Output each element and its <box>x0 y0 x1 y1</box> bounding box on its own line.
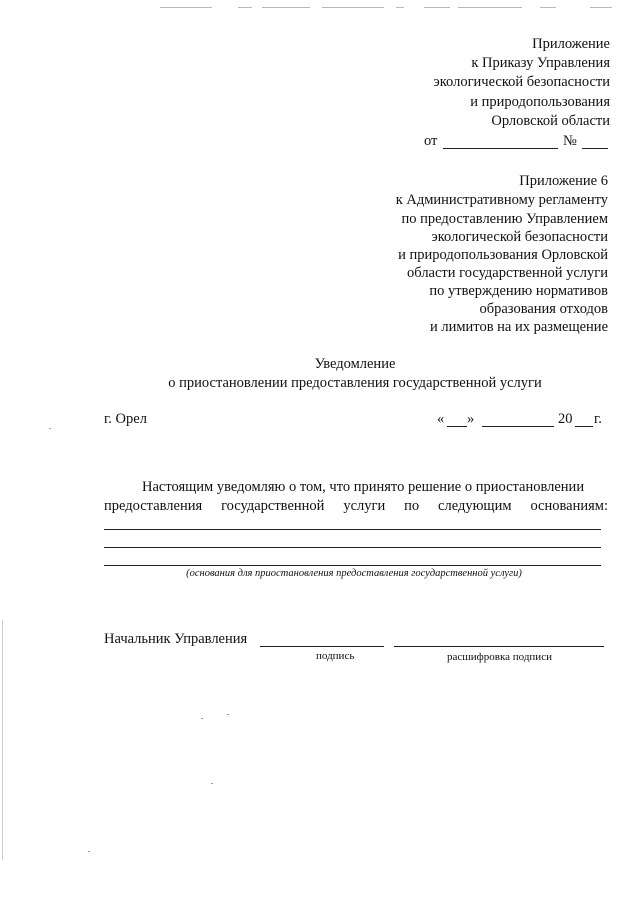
order-date-blank <box>443 148 558 149</box>
city-label: г. Орел <box>104 411 147 427</box>
scan-artifact-line <box>396 7 404 8</box>
header2-line-8: образования отходов <box>479 301 608 317</box>
signature-blank <box>260 646 384 647</box>
date-open-quote: « <box>437 411 445 427</box>
signatory-position: Начальник Управления <box>104 631 248 647</box>
scan-artifact-line <box>262 7 310 8</box>
date-year-suffix: г. <box>594 411 602 427</box>
grounds-line-1 <box>104 529 601 530</box>
scan-artifact-line <box>540 7 556 8</box>
header1-line-2: к Приказу Управления <box>471 55 610 71</box>
scan-artifact-line <box>238 7 252 8</box>
document-title: Уведомление <box>314 356 396 372</box>
order-number-label: № <box>563 133 577 149</box>
scan-speck <box>201 718 203 719</box>
name-blank <box>394 646 604 647</box>
name-caption: расшифровка подписи <box>447 651 552 663</box>
scan-artifact-line <box>160 7 212 8</box>
scan-speck <box>227 714 229 715</box>
scan-artifact-line <box>590 7 612 8</box>
date-year-blank <box>575 426 593 427</box>
scan-speck <box>49 428 51 429</box>
header2-line-6: области государственной услуги <box>407 265 608 281</box>
order-number-blank <box>582 148 608 149</box>
date-close-quote: » <box>467 411 475 427</box>
header1-line-5: Орловской области <box>491 113 610 129</box>
header2-line-3: по предоставлению Управлением <box>401 211 608 227</box>
header2-line-7: по утверждению нормативов <box>429 283 608 299</box>
header2-line-1: Приложение 6 <box>519 173 608 189</box>
grounds-line-2 <box>104 547 601 548</box>
date-month-blank <box>482 426 554 427</box>
document-subtitle: о приостановлении предоставления государственной услуги <box>168 375 542 391</box>
signature-caption: подпись <box>316 650 355 662</box>
grounds-caption: (основания для приостановления предоставления государственной услуги) <box>186 568 522 579</box>
body-paragraph-line-2: предоставления государственной услуги по следующим основаниям: <box>104 498 608 514</box>
grounds-line-3 <box>104 565 601 566</box>
header1-line-4: и природопользования <box>470 94 610 110</box>
scan-speck <box>88 851 90 852</box>
header2-line-4: экологической безопасности <box>431 229 608 245</box>
scan-artifact-line <box>424 7 450 8</box>
date-day-blank <box>447 426 467 427</box>
header2-line-2: к Административному регламенту <box>395 192 608 208</box>
date-year-prefix: 20 <box>558 411 573 427</box>
body-paragraph-line-1: Настоящим уведомляю о том, что принято решение о приостановлении <box>142 479 585 495</box>
scan-edge-line <box>2 620 3 860</box>
header2-line-5: и природопользования Орловской <box>398 247 608 263</box>
scan-artifact-line <box>458 7 522 8</box>
header1-line-3: экологической безопасности <box>433 74 610 90</box>
scan-speck <box>211 783 213 784</box>
order-from-label: от <box>424 133 438 149</box>
header1-line-1: Приложение <box>532 36 610 52</box>
scan-artifact-line <box>322 7 384 8</box>
header2-line-9: и лимитов на их размещение <box>429 319 608 335</box>
